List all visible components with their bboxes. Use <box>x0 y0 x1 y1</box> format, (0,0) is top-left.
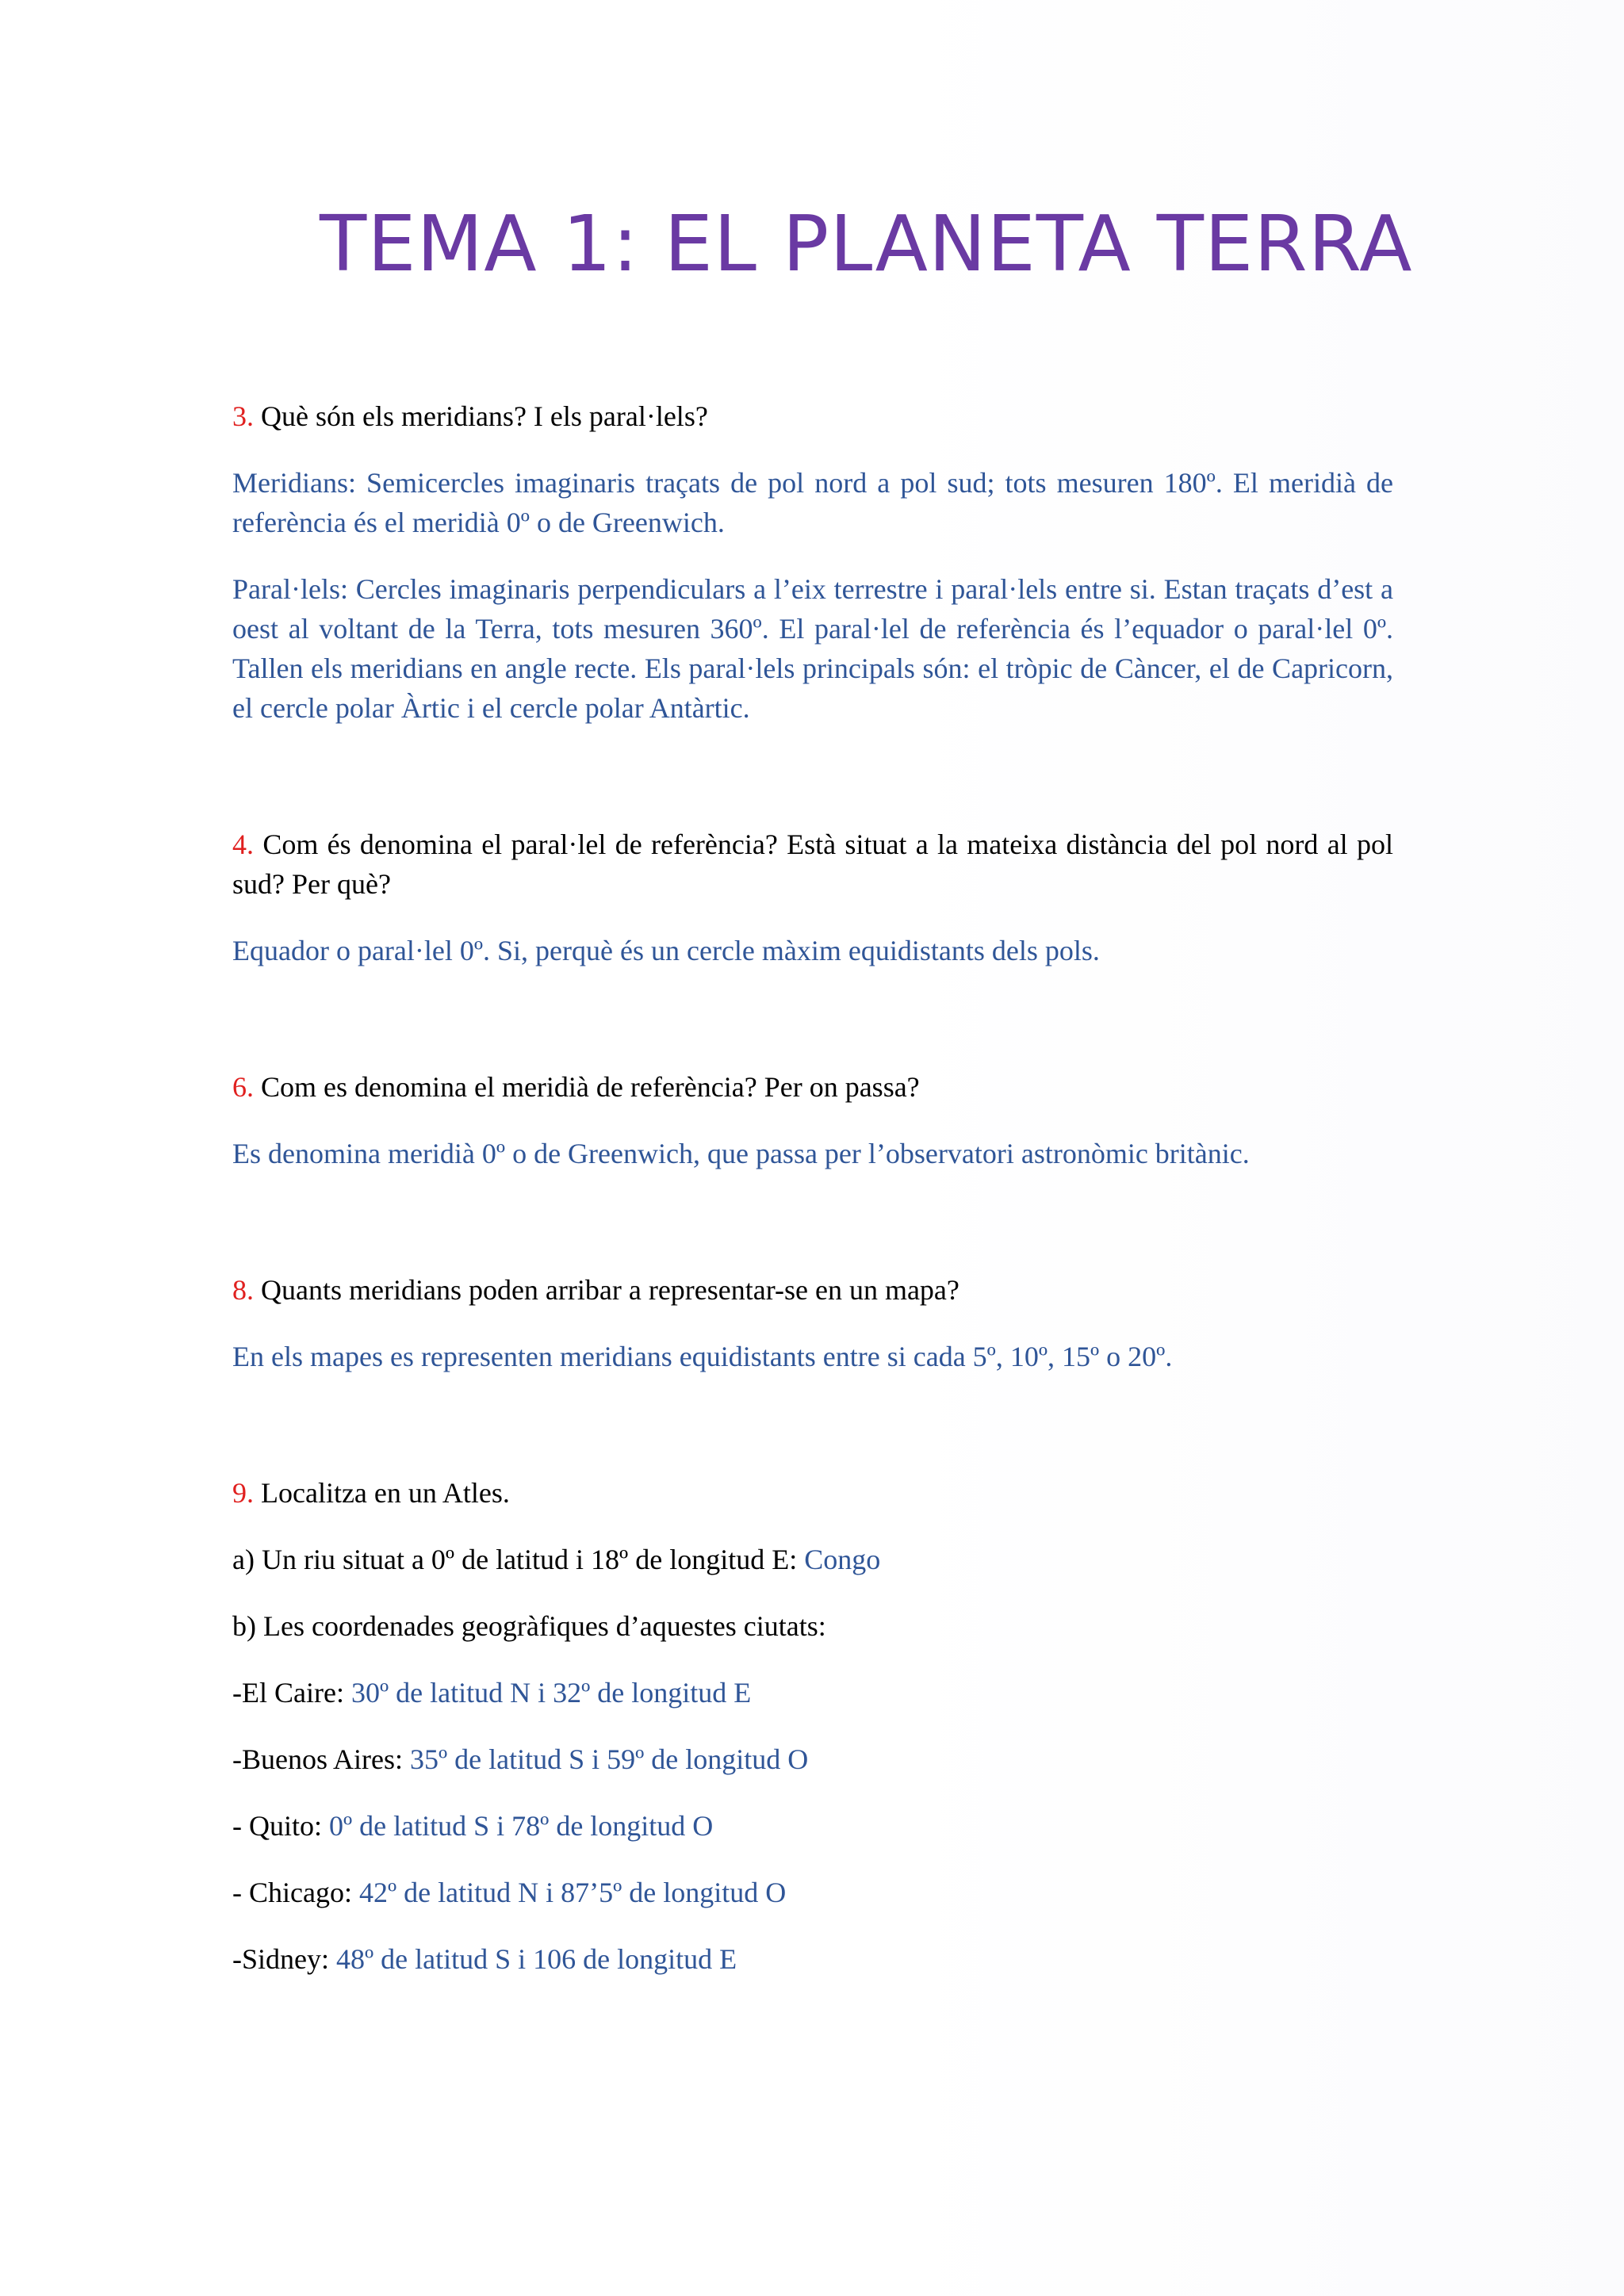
question-9a-label: a) Un riu situat a 0º de latitud i 18º de longitud E: <box>232 1544 805 1575</box>
question-6 <box>232 1067 1393 1107</box>
question-9a <box>232 1540 1393 1579</box>
city-row-chicago <box>232 1873 1393 1912</box>
question-9a-answer: Congo <box>804 1544 881 1575</box>
city-row-quito <box>232 1806 1393 1846</box>
city-coordinates: 48º de latitud S i 106 de longitud E <box>336 1943 737 1975</box>
city-label: - Chicago: <box>232 1877 359 1908</box>
document-body <box>232 396 1393 1979</box>
city-coordinates: 30º de latitud N i 32º de longitud E <box>350 1677 752 1709</box>
answer-4: Equador o paral·lel 0º. Si, perquè és un cercle màxim equidistants dels pols. <box>232 935 1100 966</box>
city-row-buenos-aires <box>232 1739 1393 1779</box>
question-3 <box>232 396 1393 436</box>
question-number: 9. <box>232 1477 254 1509</box>
city-coordinates: 42º de latitud N i 87’5º de longitud O <box>358 1877 787 1908</box>
question-text: Què són els meridians? I els paral·lels? <box>261 400 708 432</box>
city-row-el-caire <box>232 1673 1393 1712</box>
answer-8: En els mapes es representen meridians equidistants entre si cada 5º, 10º, 15º o 20º. <box>232 1341 1173 1372</box>
city-label: - Quito: <box>232 1810 329 1842</box>
answer-3-parallels: Paral·lels: Cercles imaginaris perpendiculars a l’eix terrestre i paral·lels entre si. Estan traçats d’est a oest al voltant de la Terra, tots mesuren 360º. El paral·lel de referència és l’equador o paral·lel 0º. Tallen els meridians en angle recte. Els paral·lels principals són: el tròpic de Càncer, el de Capricorn, el cercle polar Àrtic i el cercle polar Antàrtic. <box>232 573 1393 724</box>
city-label: -Sidney: <box>232 1943 336 1975</box>
city-coordinates: 35º de latitud S i 59º de longitud O <box>409 1743 809 1775</box>
city-row-sidney <box>232 1939 1393 1979</box>
page-title: TEMA 1: EL PLANETA TERRA <box>320 199 1413 289</box>
city-label: -El Caire: <box>232 1677 351 1709</box>
question-text: Com és denomina el paral·lel de referència? Està situat a la mateixa distància del pol nord al pol sud? Per què? <box>232 828 1393 900</box>
question-number: 8. <box>232 1274 254 1306</box>
question-9 <box>232 1473 1393 1513</box>
question-number: 4. <box>232 828 254 860</box>
question-4 <box>232 825 1393 904</box>
city-label: -Buenos Aires: <box>232 1743 410 1775</box>
question-text: Quants meridians poden arribar a representar-se en un mapa? <box>261 1274 959 1306</box>
question-number: 6. <box>232 1071 254 1103</box>
question-number: 3. <box>232 400 254 432</box>
answer-6: Es denomina meridià 0º o de Greenwich, que passa per l’observatori astronòmic britànic. <box>232 1138 1250 1169</box>
question-text: Com es denomina el meridià de referència? Per on passa? <box>261 1071 920 1103</box>
question-9b: b) Les coordenades geogràfiques d’aquestes ciutats: <box>232 1610 826 1642</box>
question-text: Localitza en un Atles. <box>261 1477 510 1509</box>
city-coordinates: 0º de latitud S i 78º de longitud O <box>329 1810 714 1842</box>
question-8 <box>232 1270 1393 1310</box>
answer-3-meridians: Meridians: Semicercles imaginaris traçats de pol nord a pol sud; tots mesuren 180º. El meridià de referència és el meridià 0º o de Greenwich. <box>232 467 1393 538</box>
